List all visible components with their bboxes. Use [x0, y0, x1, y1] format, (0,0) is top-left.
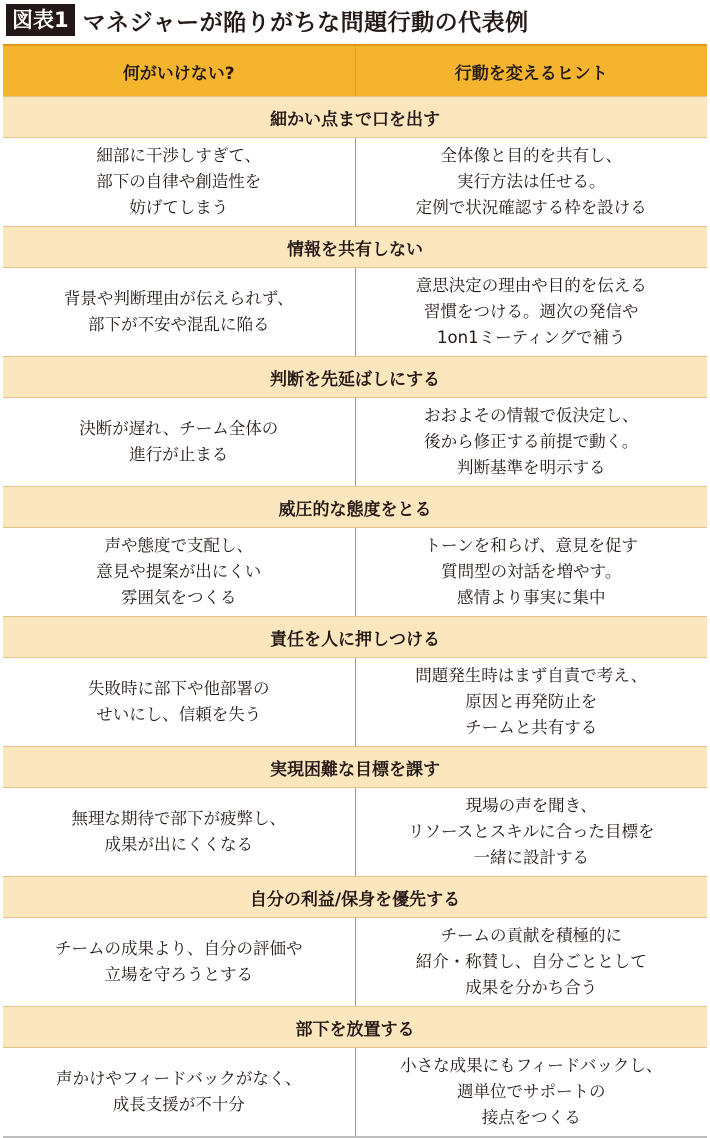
hint-cell: トーンを和らげ、意見を促す 質問型の対話を増やす。 感情より事実に集中 — [355, 528, 708, 616]
table-row — [3, 268, 707, 356]
table-row — [3, 918, 707, 1006]
table-row — [3, 528, 707, 616]
hint-cell: チームの貢献を積極的に 紹介・称賛し、自分ごととして 成果を分かち合う — [355, 918, 708, 1006]
section-title: 部下を放置する — [3, 1006, 707, 1048]
hint-cell: おおよその情報で仮決定し、 後から修正する前提で動く。 判断基準を明示する — [355, 398, 708, 486]
header-hint: 行動を変えるヒント — [355, 46, 708, 96]
section-title: 威圧的な態度をとる — [3, 486, 707, 528]
hint-cell: 問題発生時はまず自責で考え、 原因と再発防止を チームと共有する — [355, 658, 708, 746]
table-section — [3, 226, 707, 356]
section-title: 自分の利益/保身を優先する — [3, 876, 707, 918]
problem-cell: 無理な期待で部下が疲弊し、 成果が出にくくなる — [71, 809, 286, 854]
hint-cell: 全体像と目的を共有し、 実行方法は任せる。 定例で状況確認する枠を設ける — [355, 138, 708, 226]
hint-cell: 小さな成果にもフィードバックし、 週単位でサポートの 接点をつくる — [355, 1048, 708, 1136]
table-section — [3, 486, 707, 616]
table-section — [3, 1006, 707, 1136]
problem-cell: チームの成果より、自分の評価や 立場を守ろうとする — [55, 939, 303, 984]
section-title: 実現困難な目標を課す — [3, 746, 707, 788]
problem-cell: 失敗時に部下や他部署の せいにし、信頼を失う — [88, 679, 270, 724]
problem-cell: 声や態度で支配し、 意見や提案が出にくい 雰囲気をつくる — [96, 536, 262, 607]
table-row — [3, 788, 707, 876]
figure-label: 図表1 — [6, 4, 75, 36]
section-title: 責任を人に押しつける — [3, 616, 707, 658]
figure-title: マネジャーが陥りがちな問題行動の代表例 — [82, 9, 529, 36]
table-section — [3, 616, 707, 746]
problem-cell: 細部に干渉しすぎて、 部下の自律や創造性を 妨げてしまう — [96, 146, 262, 217]
section-title: 細かい点まで口を出す — [3, 96, 707, 138]
problem-cell: 決断が遅れ、チーム全体の 進行が止まる — [79, 419, 279, 464]
section-title: 情報を共有しない — [3, 226, 707, 268]
problem-cell: 声かけやフィードバックがなく、 成長支援が不十分 — [55, 1069, 302, 1114]
table-row — [3, 398, 707, 486]
section-title: 判断を先延ばしにする — [3, 356, 707, 398]
table-section — [3, 876, 707, 1006]
table-row — [3, 1048, 707, 1136]
table-section — [3, 746, 707, 876]
header-problem: 何がいけない? — [122, 63, 235, 84]
table-header-row — [3, 44, 707, 96]
hint-cell: 意思決定の理由や目的を伝える 習慣をつける。週次の発信や 1on1ミーティングで補う — [355, 268, 708, 356]
table-row — [3, 138, 707, 226]
problem-cell: 背景や判断理由が伝えられず、 部下が不安や混乱に陥る — [63, 289, 294, 334]
hint-cell: 現場の声を聞き、 リソースとスキルに合った目標を 一緒に設計する — [355, 788, 708, 876]
table-section — [3, 356, 707, 486]
table-row — [3, 658, 707, 746]
behavior-table — [3, 44, 707, 1138]
figure-header — [0, 0, 710, 40]
table-section — [3, 96, 707, 226]
